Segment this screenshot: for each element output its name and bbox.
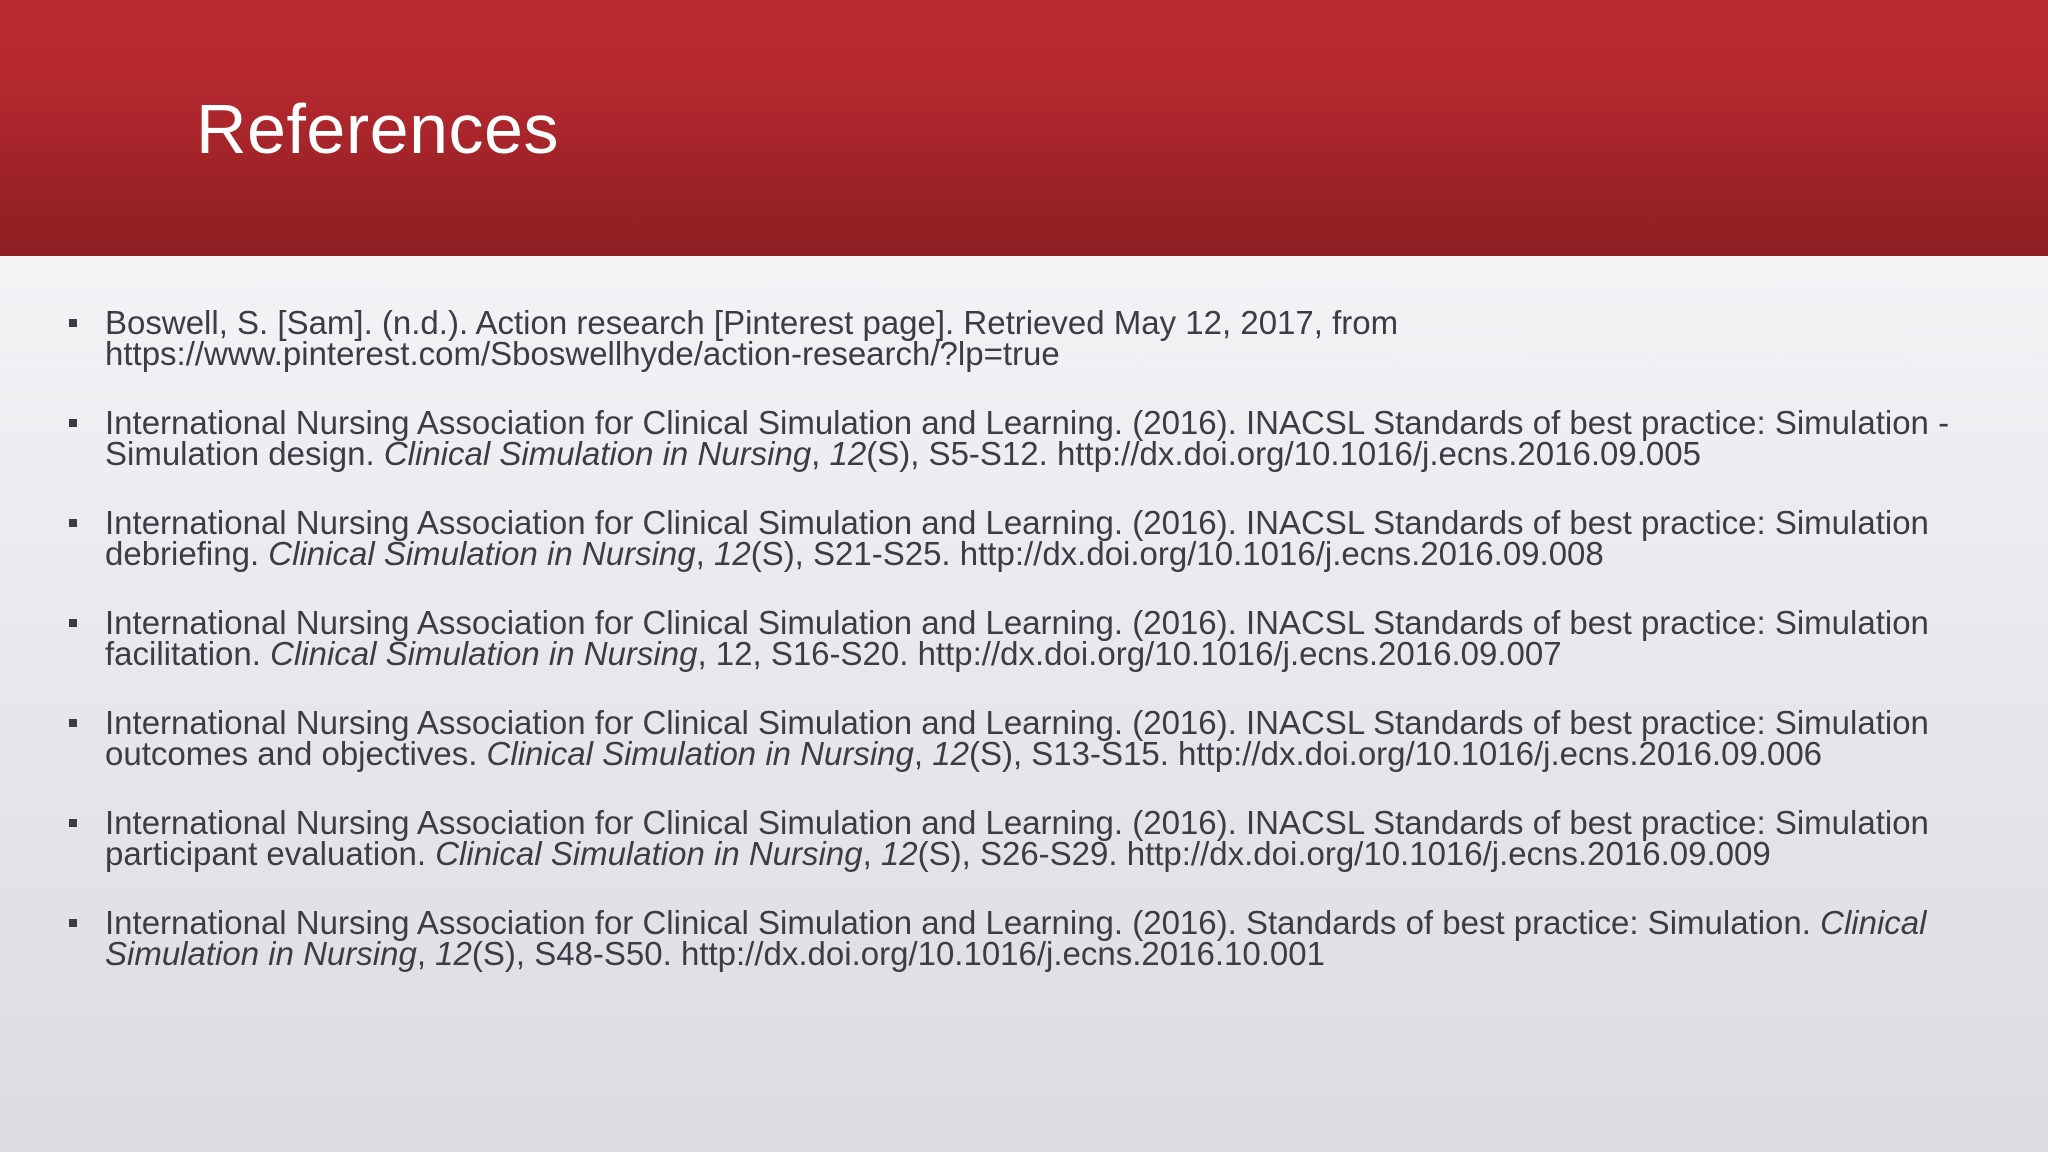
ref-journal: Clinical Simulation in Nursing xyxy=(435,834,863,872)
ref-journal: Clinical Simulation in Nursing xyxy=(383,434,812,472)
ref-tail: (S), S26-S29. http://dx.doi.org/10.1016/j.ecns.2016.09.009 xyxy=(917,834,1771,872)
ref-text: International Nursing Association for Clinical Simulation and Learning. (2016). INACSL Standards of best practice: Simulation participant evaluation. xyxy=(105,804,1929,872)
ref-mid: , xyxy=(811,434,830,472)
title-banner xyxy=(0,0,2048,256)
reference-item xyxy=(0,504,2048,572)
ref-tail: (S), S13-S15. http://dx.doi.org/10.1016/j.ecns.2016.09.006 xyxy=(968,734,1823,772)
square-bullet-icon xyxy=(69,919,77,927)
ref-tail: (S), S48-S50. http://dx.doi.org/10.1016/j.ecns.2016.10.001 xyxy=(471,934,1325,972)
reference-item xyxy=(0,804,2048,872)
square-bullet-icon xyxy=(69,519,77,527)
reference-item xyxy=(0,904,2048,972)
reference-item xyxy=(0,404,2048,472)
reference-item xyxy=(0,704,2048,772)
ref-mid: , 12, S16-S20. http://dx.doi.org/10.1016/j.ecns.2016.09.007 xyxy=(697,634,1562,672)
ref-text: International Nursing Association for Clinical Simulation and Learning. (2016). INACSL Standards of best practice: Simulation - Simulation design. xyxy=(105,404,1950,472)
ref-tail: (S), S5-S12. http://dx.doi.org/10.1016/j.ecns.2016.09.005 xyxy=(866,434,1701,472)
ref-volume: 12 xyxy=(932,734,969,772)
reference-list xyxy=(0,304,2048,1008)
square-bullet-icon xyxy=(69,619,77,627)
ref-volume: 12 xyxy=(829,434,867,472)
ref-mid: , xyxy=(416,934,436,972)
square-bullet-icon xyxy=(69,319,77,327)
slide-title: References xyxy=(196,90,559,168)
ref-mid: , xyxy=(862,834,881,872)
ref-journal: Clinical Simulation in Nursing xyxy=(105,904,1927,972)
ref-text: International Nursing Association for Clinical Simulation and Learning. (2016). Standards of best practice: Simulation. xyxy=(105,904,1821,941)
square-bullet-icon xyxy=(69,419,77,427)
square-bullet-icon xyxy=(69,719,77,727)
ref-tail: (S), S21-S25. http://dx.doi.org/10.1016/j.ecns.2016.09.008 xyxy=(750,534,1604,572)
ref-volume: 12 xyxy=(880,834,918,872)
ref-text: Boswell, S. [Sam]. (n.d.). Action research [Pinterest page]. Retrieved May 12, 2017, from https://www.pinterest.com/Sboswellhyde/action-research/?lp=true xyxy=(105,304,1399,372)
square-bullet-icon xyxy=(69,819,77,827)
ref-text: International Nursing Association for Clinical Simulation and Learning. (2016). INACSL Standards of best practice: Simulation facilitation. xyxy=(105,604,1929,672)
ref-text: International Nursing Association for Clinical Simulation and Learning. (2016). INACSL Standards of best practice: Simulation debriefing. xyxy=(105,504,1929,572)
ref-mid: , xyxy=(913,734,933,772)
ref-volume: 12 xyxy=(713,534,751,572)
ref-journal: Clinical Simulation in Nursing xyxy=(486,734,914,772)
ref-journal: Clinical Simulation in Nursing xyxy=(268,534,696,572)
ref-text: International Nursing Association for Clinical Simulation and Learning. (2016). INACSL Standards of best practice: Simulation outcomes and objectives. xyxy=(105,704,1929,772)
ref-volume: 12 xyxy=(435,934,472,972)
ref-journal: Clinical Simulation in Nursing xyxy=(270,634,698,672)
ref-mid: , xyxy=(695,534,714,572)
reference-item xyxy=(0,304,2048,372)
reference-item xyxy=(0,604,2048,672)
